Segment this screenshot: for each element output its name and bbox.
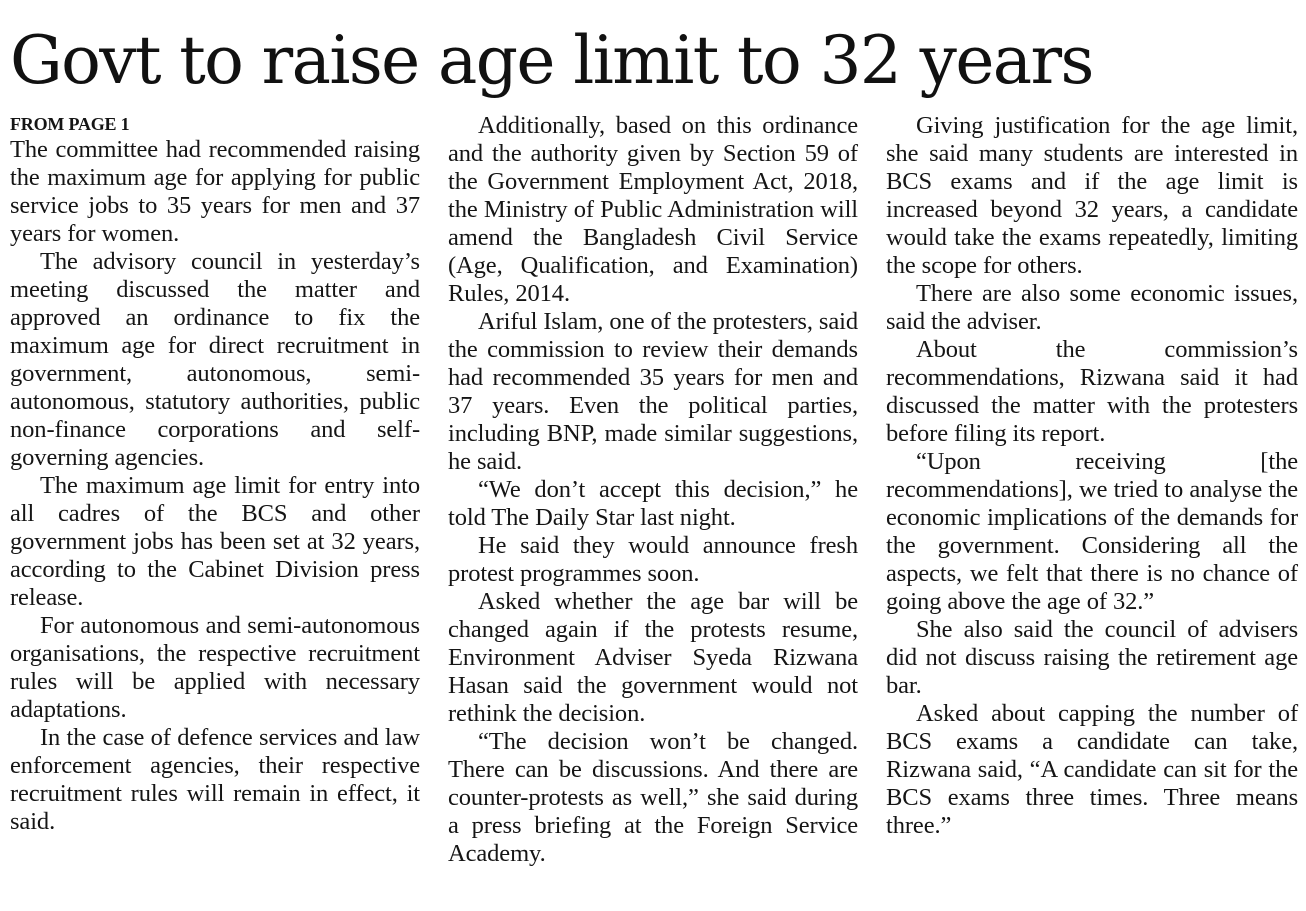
paragraph: There are also some economic issues, said the adviser. <box>886 280 1298 335</box>
article-column-1 <box>10 112 420 836</box>
headline: Govt to raise age limit to 32 years <box>10 22 1093 99</box>
paragraph: He said they would announce fresh protest programmes soon. <box>448 532 858 587</box>
paragraph: The advisory council in yesterday’s meeting discussed the matter and approved an ordinance to fix the maximum age for direct recruitment in government, autonomous, semi-autonomous, statutory authorities, public non-finance corporations and self-governing agencies. <box>10 248 420 471</box>
paragraph: Asked about capping the number of BCS exams a candidate can take, Rizwana said, “A candidate can sit for the BCS exams three times. Three means three.” <box>886 700 1298 839</box>
article-body <box>10 112 1298 902</box>
article-column-2 <box>448 112 858 868</box>
paragraph: “Upon receiving [the recommendations], we tried to analyse the economic implications of the demands for the government. Considering all the aspects, we felt that there is no chance of going above the age of 32.” <box>886 448 1298 615</box>
paragraph: “The decision won’t be changed. There can be discussions. And there are counter-protests as well,” she said during a press briefing at the Foreign Service Academy. <box>448 728 858 867</box>
paragraph: In the case of defence services and law enforcement agencies, their respective recruitment rules will remain in effect, it said. <box>10 724 420 835</box>
paragraph: She also said the council of advisers did not discuss raising the retirement age bar. <box>886 616 1298 699</box>
paragraph: “We don’t accept this decision,” he told The Daily Star last night. <box>448 476 858 531</box>
paragraph: The maximum age limit for entry into all cadres of the BCS and other government jobs has been set at 32 years, according to the Cabinet Division press release. <box>10 472 420 611</box>
paragraph: Ariful Islam, one of the protesters, said the commission to review their demands had recommended 35 years for men and 37 years. Even the political parties, including BNP, made similar suggestions, he said. <box>448 308 858 475</box>
paragraph: The committee had recommended raising the maximum age for applying for public service jobs to 35 years for men and 37 years for women. <box>10 136 420 247</box>
article-column-3 <box>886 112 1298 840</box>
paragraph: Giving justification for the age limit, she said many students are interested in BCS exams and if the age limit is increased beyond 32 years, a candidate would take the exams repeatedly, limiting the scope for others. <box>886 112 1298 279</box>
paragraph: Asked whether the age bar will be changed again if the protests resume, Environment Adviser Syeda Rizwana Hasan said the government would not rethink the decision. <box>448 588 858 727</box>
from-page-label: FROM PAGE 1 <box>10 114 130 134</box>
paragraph: Additionally, based on this ordinance and the authority given by Section 59 of the Government Employment Act, 2018, the Ministry of Public Administration will amend the Bangladesh Civil Service (Age, Qualification, and Examination) Rules, 2014. <box>448 112 858 307</box>
paragraph: For autonomous and semi-autonomous organisations, the respective recruitment rules will be applied with necessary adaptations. <box>10 612 420 723</box>
paragraph: About the commission’s recommendations, Rizwana said it had discussed the matter with the protesters before filing its report. <box>886 336 1298 447</box>
